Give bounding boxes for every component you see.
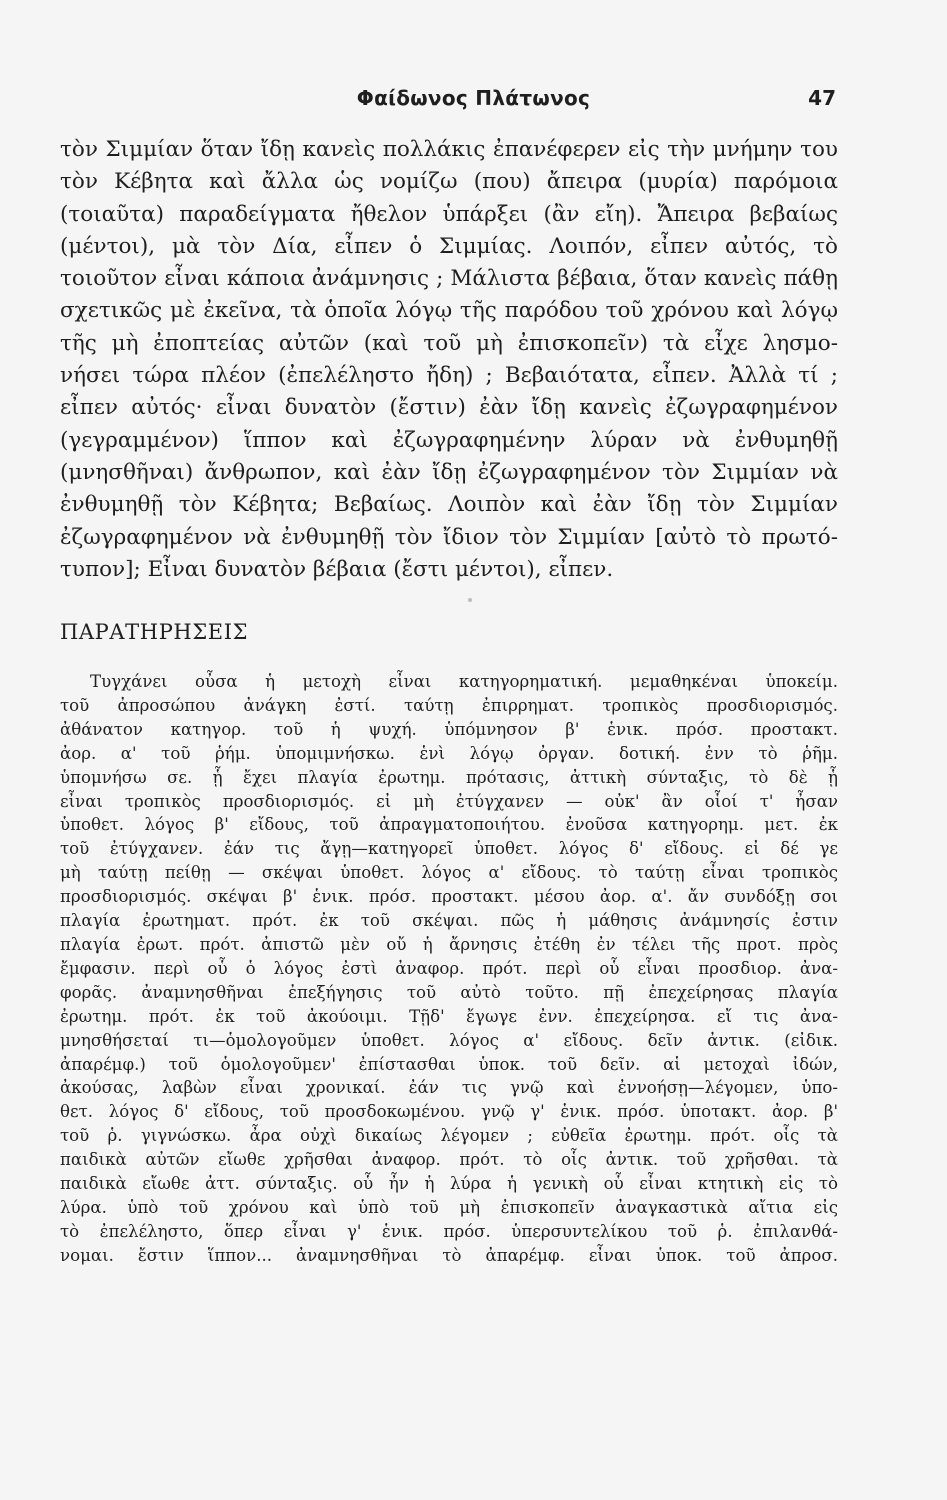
text-line: (τοιαῦτα) παραδείγματα ἤθελον ὑπάρξει (ἂν εἴη). Ἄπειρα βεβαίως [60,201,838,227]
note-line: παιδικὰ αὐτῶν εἴωθε χρῆσθαι ἀναφορ. πρότ. τὸ οἷς ἀντικ. τοῦ χρῆσθαι. τὰ [60,1150,838,1170]
note-line: θετ. λόγος δ' εἴδους, τοῦ προσδοκωμένου. γνῷ γ' ἑνικ. πρόσ. ὑποτακτ. ἀορ. β' [60,1102,838,1122]
section-heading: ΠΑΡΑΤΗΡΗΣΕΙΣ [60,620,249,644]
text-line: τυπον]; Εἶναι δυνατὸν βέβαια (ἔστι μέντοι), εἶπεν. [60,556,614,582]
note-line: ἀπαρέμφ.) τοῦ ὁμολογοῦμεν' ἐπίστασθαι ὑποκ. τοῦ δεῖν. αἱ μετοχαὶ ἰδών, [60,1054,838,1074]
note-line: παιδικὰ εἴωθε ἀττ. σύνταξις. οὗ ἦν ἡ λύρα ἡ γενικὴ οὗ εἶναι κτητικὴ εἰς τὸ [60,1174,838,1194]
note-line: ἔμφασιν. περὶ οὗ ὁ λόγος ἐστὶ ἀναφορ. πρότ. περὶ οὗ εἶναι προσδιορ. ἀνα- [60,958,838,978]
page-number: 47 [808,86,836,110]
note-line: τοῦ ἐτύγχανεν. ἐάν τις ἄγῃ—κατηγορεῖ ὑποθετ. λόγος δ' εἴδους. εἰ δέ γε [60,839,838,859]
text-line: νήσει τώρα πλέον (ἐπελέληστο ἤδη) ; Βεβαιότατα, εἶπεν. Ἀλλὰ τί ; [60,363,838,389]
text-line: τὸν Σιμμίαν ὅταν ἴδῃ κανεὶς πολλάκις ἐπανέφερεν εἰς τὴν μνήμην του [60,137,838,162]
text-line: τῆς μὴ ἐποπτείας αὐτῶν (καὶ τοῦ μὴ ἐπισκοπεῖν) τὰ εἶχε λησμο- [60,330,838,356]
note-line: μνησθήσεταί τι—ὁμολογοῦμεν ὑποθετ. λόγος α' εἴδους. δεῖν ἀντικ. (εἰδικ. [60,1030,838,1050]
note-line: ἀορ. α' τοῦ ῥήμ. ὑπομιμνήσκω. ἑνὶ λόγῳ ὀργαν. δοτική. ἐνν τὸ ῥῆμ. [60,743,838,763]
note-line: ἀκούσας, λαβὼν εἶναι χρονικαί. ἐάν τις γνῷ καὶ ἐννοήσῃ—λέγομεν, ὑπο- [60,1078,838,1098]
decorative-dot [468,598,472,602]
text-line: (μνησθῆναι) ἄνθρωπον, καὶ ἐὰν ἴδῃ ἐζωγραφημένον τὸν Σιμμίαν νὰ [60,459,838,485]
text-line: τοιοῦτον εἶναι κάποια ἀνάμνησις ; Μάλιστα βέβαια, ὅταν κανεὶς πάθῃ [60,266,838,292]
note-line: τὸ ἐπελέληστο, ὅπερ εἶναι γ' ἑνικ. πρόσ. ὑπερσυντελίκου τοῦ ῥ. ἐπιλανθά- [60,1221,838,1241]
note-line: μὴ ταύτῃ πείθῃ — σκέψαι ὑποθετ. λόγος α' εἴδους. τὸ ταύτῃ εἶναι τροπικὸς [60,863,838,883]
note-line: ἀθάνατον κατηγορ. τοῦ ἡ ψυχή. ὑπόμνησον β' ἑνικ. πρόσ. προστακτ. [60,719,838,739]
note-line: ἐρωτημ. πρότ. ἐκ τοῦ ἀκούοιμι. Τῇδ' ἔγωγε ἐνν. ἐπεχείρησα. εἴ τις ἀνα- [60,1006,838,1026]
note-line: Τυγχάνει οὖσα ἡ μετοχὴ εἶναι κατηγορηματική. μεμαθηκέναι ὑποκείμ. [90,672,838,691]
main-translation-text [60,134,838,586]
note-line: νομαι. ἔστιν ἵππον... ἀναμνησθῆναι τὸ ἀπαρέμφ. εἶναι ὑποκ. τοῦ ἀπροσ. [60,1245,838,1265]
note-line: πλαγία ἐρωτ. πρότ. ἀπιστῶ μὲν οὔ ἡ ἄρνησις ἐτέθη ἐν τέλει τῆς προτ. πρὸς [60,934,838,954]
note-line: τοῦ ῥ. γιγνώσκω. ἆρα οὐχὶ δικαίως λέγομεν ; εὐθεῖα ἐρωτημ. πρότ. οἷς τὰ [60,1126,838,1146]
note-line: λύρα. ὑπὸ τοῦ χρόνου καὶ ὑπὸ τοῦ μὴ ἐπισκοπεῖν ἀναγκαστικὰ αἴτια εἰς [60,1197,838,1217]
note-line: ὑποθετ. λόγος β' εἴδους, τοῦ ἀπραγματοποιήτου. ἐνοῦσα κατηγορημ. μετ. ἐκ [60,815,838,835]
running-header [0,86,947,118]
notes-block [60,670,838,1268]
text-line: τὸν Κέβητα καὶ ἄλλα ὡς νομίζω (που) ἄπειρα (μυρία) παρόμοια [60,169,838,195]
text-line: σχετικῶς μὲ ἐκεῖνα, τὰ ὁποῖα λόγῳ τῆς παρόδου τοῦ χρόνου καὶ λόγῳ [60,298,838,324]
note-line: ὑπομνήσω σε. ᾗ ἔχει πλαγία ἐρωτημ. πρότασις, ἀττικὴ σύνταξις, τὸ δὲ ᾗ [60,767,838,787]
text-line: ἐζωγραφημένον νὰ ἐνθυμηθῇ τὸν ἴδιον τὸν Σιμμίαν [αὐτὸ τὸ πρωτό- [60,524,838,550]
note-line: φορᾶς. ἀναμνησθῆναι ἐπεξήγησις τοῦ αὐτὸ τοῦτο. πῇ ἐπεχείρησας πλαγία [60,982,838,1002]
note-line: πλαγία ἐρωτηματ. πρότ. ἐκ τοῦ σκέψαι. πῶς ἡ μάθησις ἀνάμνησίς ἐστιν [60,911,838,931]
note-line: τοῦ ἀπροσώπου ἀνάγκη ἐστί. ταύτῃ ἐπιρρηματ. τροπικὸς προσδιορισμός. [60,695,838,715]
text-line: (γεγραμμένον) ἵππον καὶ ἐζωγραφημένην λύραν νὰ ἐνθυμηθῇ [60,427,838,453]
text-line: εἶπεν αὐτός· εἶναι δυνατὸν (ἔστιν) ἐὰν ἴδῃ κανεὶς ἐζωγραφημένον [60,395,838,421]
running-title: Φαίδωνος Πλάτωνος [356,86,591,110]
text-line: ἐνθυμηθῇ τὸν Κέβητα; Βεβαίως. Λοιπὸν καὶ ἐὰν ἴδῃ τὸν Σιμμίαν [60,492,838,518]
note-line: εἶναι τροπικὸς προσδιορισμός. εἰ μὴ ἐτύγχανεν — οὐκ' ἂν οἷοί τ' ἦσαν [60,791,838,811]
text-line: (μέντοι), μὰ τὸν Δία, εἶπεν ὁ Σιμμίας. Λοιπόν, εἶπεν αὐτός, τὸ [60,233,838,259]
note-line: προσδιορισμός. σκέψαι β' ἑνικ. πρόσ. προστακτ. μέσου ἀορ. α'. ἄν συνδόξῃ σοι [60,887,838,907]
